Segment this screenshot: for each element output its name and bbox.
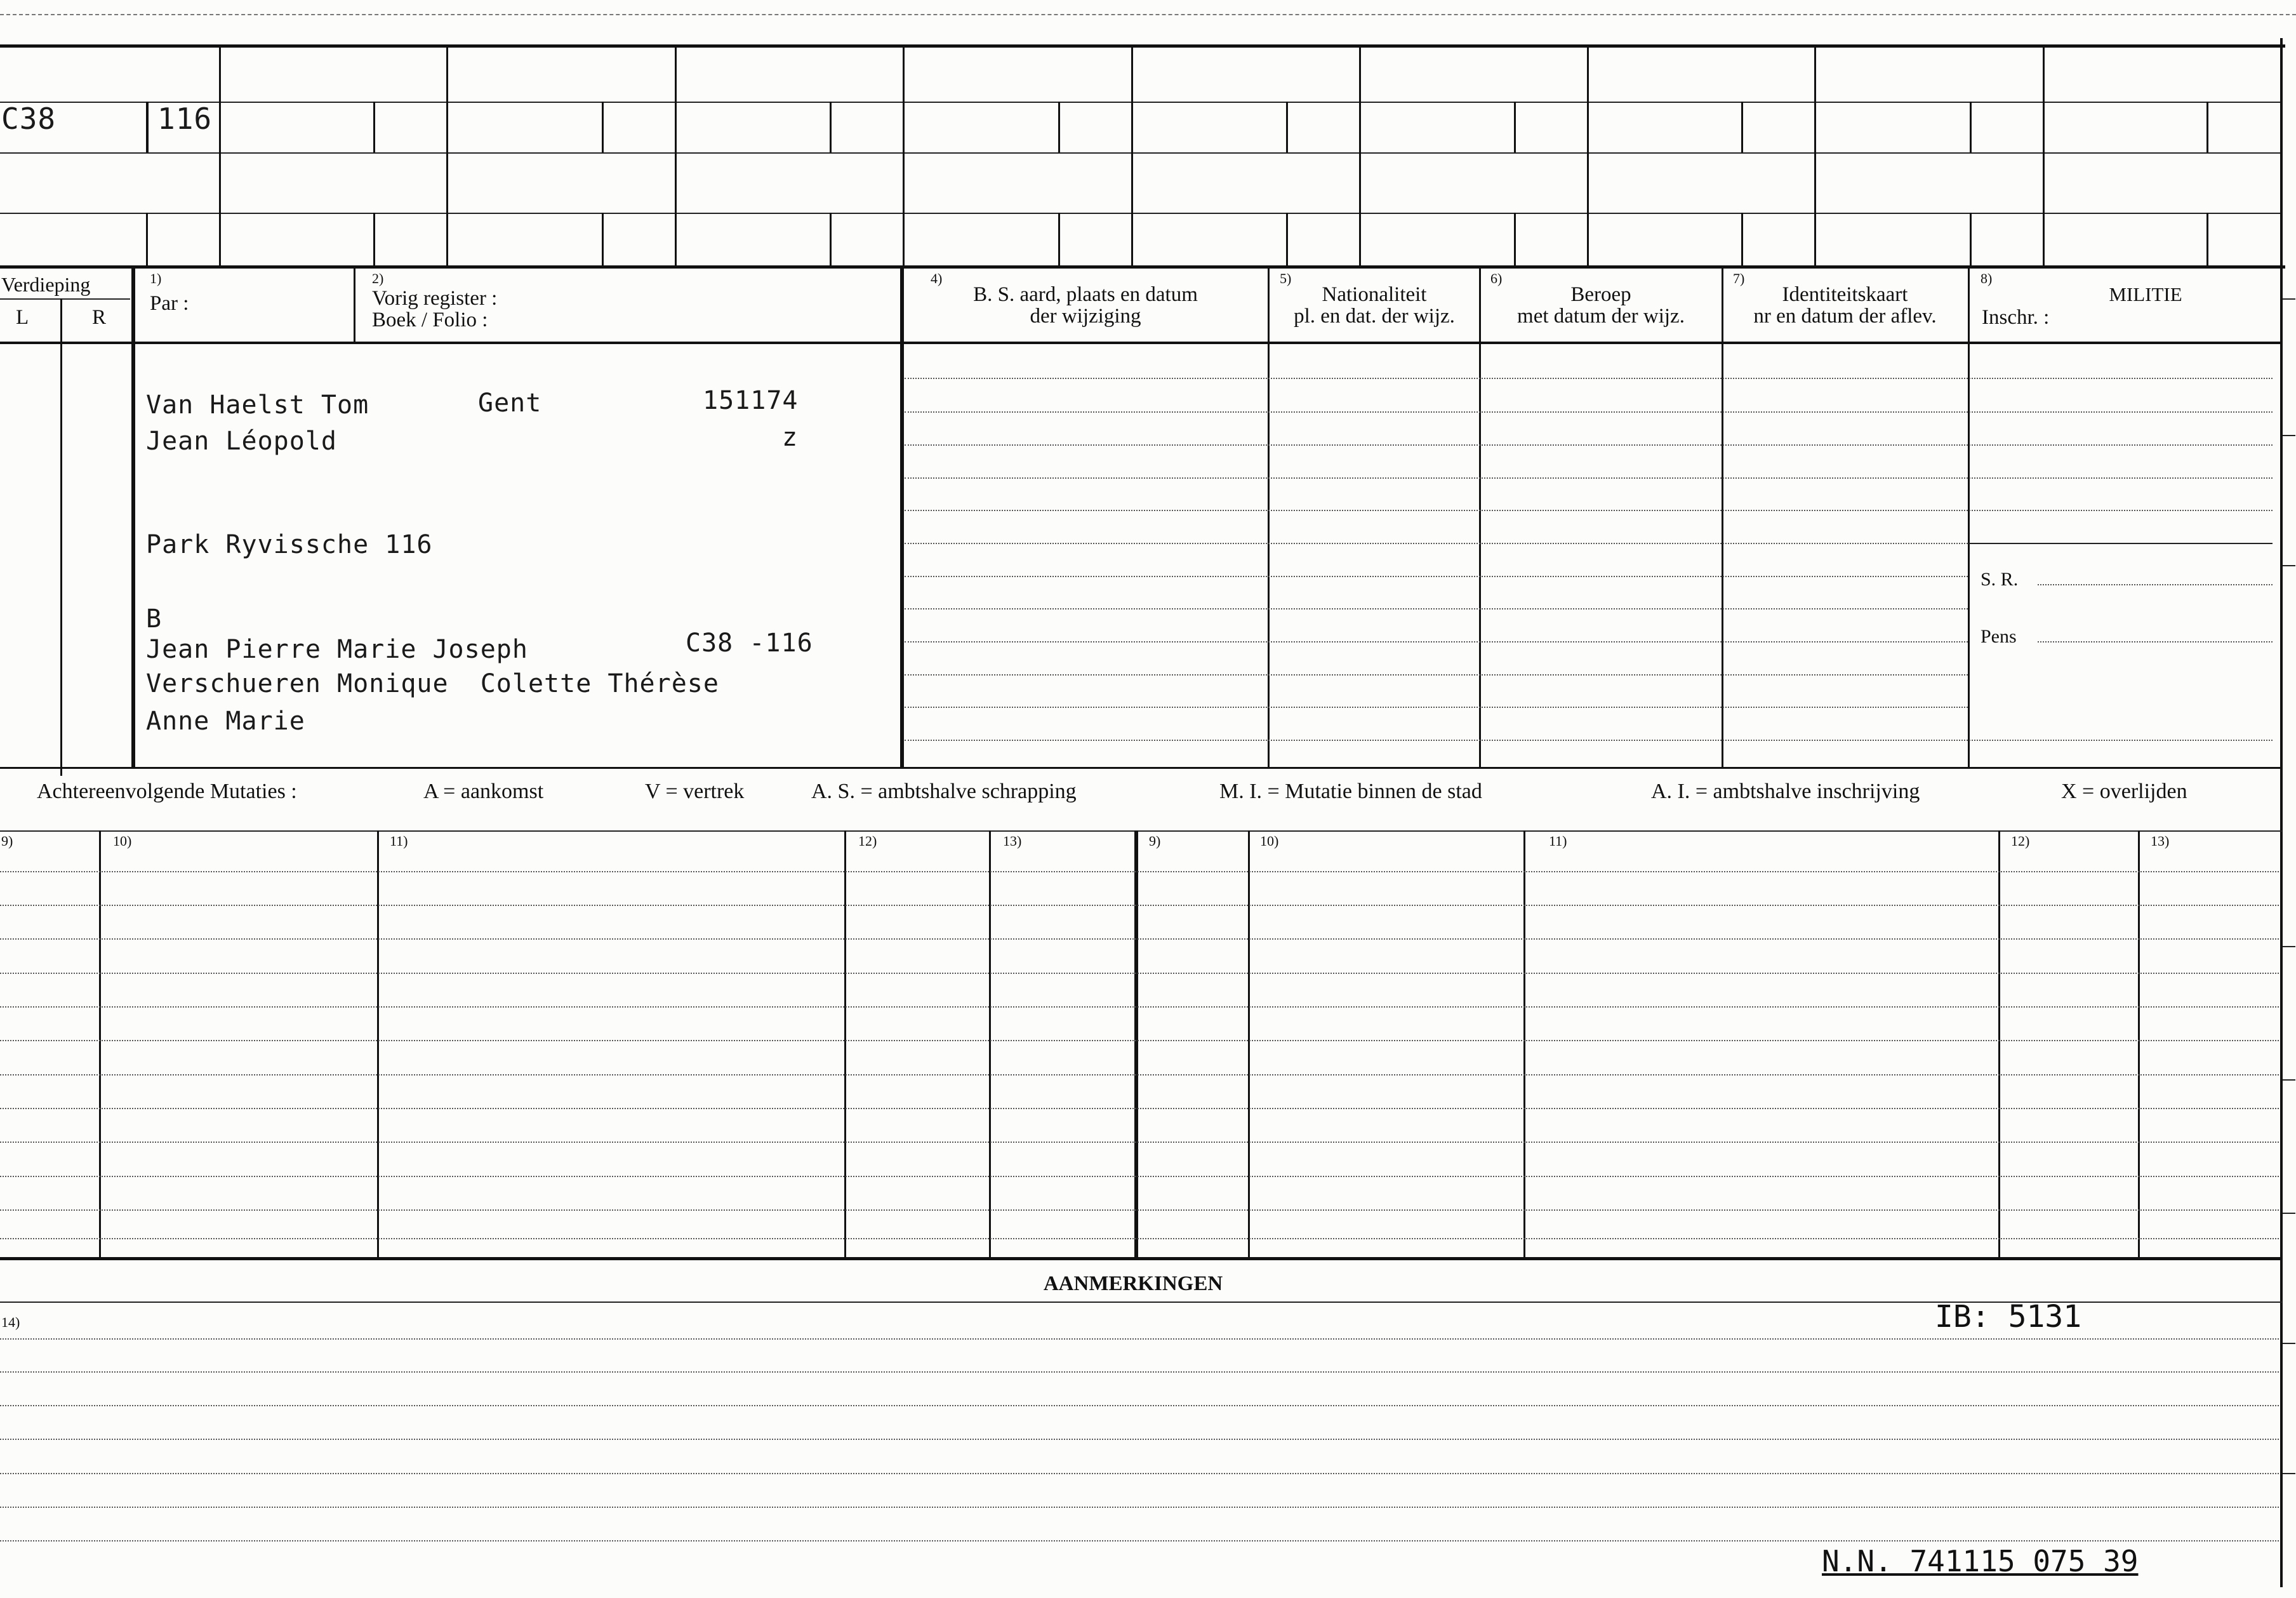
margin-tick [2283, 435, 2295, 436]
legend-aankomst: A = aankomst [423, 780, 544, 803]
margin-tick [2283, 1343, 2295, 1344]
ib-code: IB: 5131 [1935, 1299, 2082, 1335]
page-code: 116 [157, 102, 213, 136]
writing-line [905, 608, 1968, 609]
mut-divider [989, 830, 991, 1257]
writing-line [0, 1209, 2279, 1211]
col8-number: 8) [1981, 270, 1993, 286]
grid-tick [1970, 102, 1972, 152]
verdieping-label: Verdieping [1, 273, 91, 296]
grid-tick [1058, 102, 1060, 152]
militie-sr-label: S. R. [1981, 569, 2019, 590]
col5-divider [1268, 267, 1270, 768]
writing-line [0, 1176, 2279, 1177]
writing-line [0, 1142, 2279, 1143]
grid-top-border [0, 44, 2285, 48]
remarks-title: AANMERKINGEN [1043, 1272, 1223, 1295]
code-b: B [146, 604, 163, 634]
writing-line [0, 1040, 2279, 1041]
grid-tick [373, 102, 375, 152]
mut-divider [844, 830, 846, 1257]
col4-divider [900, 267, 904, 768]
militie-split [1968, 543, 2273, 544]
mut-left-col10: 10) [113, 833, 132, 849]
writing-line [0, 1473, 2279, 1474]
grid-tick [830, 102, 832, 152]
grid-divider [675, 44, 677, 267]
main-table-bottom [0, 767, 2282, 769]
sr-line [2038, 584, 2273, 585]
col4-label-line1: B. S. aard, plaats en datum [973, 283, 1198, 306]
grid-tick [373, 213, 375, 267]
birth-date: 151174 [703, 386, 799, 415]
writing-line [905, 707, 1968, 708]
writing-line [0, 1238, 2279, 1239]
mut-right-col10: 10) [1260, 833, 1279, 849]
writing-line [905, 510, 2273, 511]
col1-divider [131, 267, 135, 768]
militie-label: MILITIE [2109, 283, 2182, 305]
grid-divider [219, 44, 221, 267]
col6-number: 6) [1490, 270, 1503, 286]
writing-line [0, 1507, 2279, 1508]
mut-divider [1998, 830, 2000, 1257]
militie-inschr-label: Inschr. : [1982, 306, 2050, 329]
grid-bottom-border [0, 265, 2285, 269]
grid-tick [1058, 213, 1060, 267]
col2-divider [354, 267, 355, 342]
writing-line [905, 576, 1968, 577]
grid-line [0, 102, 2282, 103]
mut-divider [99, 830, 101, 1257]
grid-tick [1970, 213, 1972, 267]
mut-divider [1523, 830, 1525, 1257]
margin-tick [2283, 1473, 2295, 1474]
grid-divider [1131, 44, 1133, 267]
writing-line [0, 1074, 2279, 1075]
col5-label-line2: pl. en dat. der wijz. [1294, 305, 1455, 328]
col2-number: 2) [372, 270, 384, 286]
col7-divider [1722, 267, 1723, 768]
birth-place: Gent [478, 389, 542, 418]
col1-number: 1) [150, 270, 162, 286]
grid-line [0, 152, 2282, 154]
col-l-label: L [16, 306, 29, 329]
col7-label-line2: nr en datum der aflev. [1753, 305, 1937, 328]
col8-divider [1968, 267, 1970, 768]
grid-divider [446, 44, 448, 267]
legend-title: Achtereenvolgende Mutaties : [37, 780, 297, 803]
grid-divider [1814, 44, 1816, 267]
writing-line [0, 905, 2279, 906]
grid-tick [146, 213, 148, 267]
legend-mutatie: M. I. = Mutatie binnen de stad [1219, 780, 1482, 803]
grid-divider [1359, 44, 1361, 267]
grid-tick [1286, 102, 1288, 152]
grid-tick [1514, 102, 1516, 152]
grid-tick [602, 213, 604, 267]
grid-tick [2206, 213, 2208, 267]
mother-names: Verschueren Monique Colette Thérèse [146, 669, 719, 698]
writing-line [0, 1540, 2279, 1541]
mut-right-col9: 9) [1149, 833, 1161, 849]
person-name: Van Haelst Tom [146, 390, 369, 420]
grid-tick [1741, 102, 1743, 152]
col1-label: Par : [150, 292, 189, 315]
father-names: Jean Pierre Marie Joseph [146, 635, 528, 664]
lr-divider [60, 298, 62, 776]
writing-line [0, 1439, 2279, 1440]
writing-line [905, 378, 2273, 379]
pens-line [2038, 641, 2273, 643]
col6-label-line1: Beroep [1570, 283, 1631, 306]
mut-divider [2138, 830, 2140, 1257]
writing-line [0, 938, 2279, 940]
legend-inschrijving: A. I. = ambtshalve inschrijving [1651, 780, 1920, 803]
writing-line [0, 1006, 2279, 1008]
writing-line [905, 674, 1968, 676]
mut-right-col12: 12) [2011, 833, 2030, 849]
col7-number: 7) [1733, 270, 1745, 286]
writing-line [905, 740, 2273, 741]
mother-names-cont: Anne Marie [146, 707, 305, 736]
col5-number: 5) [1280, 270, 1292, 286]
grid-tick [2206, 102, 2208, 152]
margin-tick [2283, 1213, 2295, 1214]
mut-left-col11: 11) [390, 833, 408, 849]
legend-overlijden: X = overlijden [2061, 780, 2187, 803]
address: Park Ryvissche 116 [146, 530, 433, 559]
grid-tick [830, 213, 832, 267]
mut-center-divider [1134, 830, 1138, 1257]
writing-line [905, 543, 1968, 544]
mut-right-col13: 13) [2151, 833, 2170, 849]
col4-number: 4) [931, 270, 943, 286]
grid-tick [1514, 213, 1516, 267]
col5-label-line1: Nationaliteit [1322, 283, 1427, 306]
grid-divider [1587, 44, 1589, 267]
col4-label-line2: der wijziging [1030, 305, 1141, 328]
writing-line [905, 641, 1968, 643]
writing-line [0, 1338, 2279, 1340]
col-r-label: R [92, 306, 107, 329]
mut-right-col11: 11) [1549, 833, 1567, 849]
grid-tick [1286, 213, 1288, 267]
col6-label-line2: met datum der wijz. [1517, 305, 1685, 328]
header-bottom-line [0, 342, 2282, 344]
remarks-number: 14) [1, 1314, 20, 1330]
mutations-top [0, 830, 2282, 832]
writing-line [0, 871, 2279, 872]
writing-line [0, 1371, 2279, 1373]
mut-divider [1248, 830, 1250, 1257]
mut-left-col9: 9) [1, 833, 13, 849]
legend-schrapping: A. S. = ambtshalve schrapping [811, 780, 1077, 803]
code-separator [146, 102, 149, 152]
reference-code: C38 -116 [686, 629, 813, 658]
torn-top-edge [0, 14, 2296, 15]
col6-divider [1479, 267, 1481, 768]
given-names: Jean Léopold [146, 427, 337, 456]
col7-label-line1: Identiteitskaart [1782, 283, 1908, 306]
national-number: N.N. 741115 075 39 [1822, 1544, 2139, 1578]
writing-line [0, 1108, 2279, 1109]
writing-line [0, 1405, 2279, 1406]
margin-tick [2283, 1079, 2295, 1081]
col2-label-line2: Boek / Folio : [372, 309, 488, 331]
margin-tick [2283, 298, 2295, 300]
col2-label-line1: Vorig register : [372, 287, 498, 310]
grid-divider [2043, 44, 2045, 267]
writing-line [905, 411, 2273, 413]
writing-line [905, 444, 2273, 446]
mut-left-col13: 13) [1003, 833, 1022, 849]
writing-line [0, 973, 2279, 974]
mut-divider [377, 830, 379, 1257]
grid-line [0, 213, 2282, 214]
grid-tick [1741, 213, 1743, 267]
sector-code: C38 [1, 102, 56, 136]
grid-divider [903, 44, 905, 267]
writing-line [905, 477, 2273, 479]
margin-tick [2283, 565, 2295, 566]
sex-code: z [782, 423, 799, 452]
card-right-edge [2280, 38, 2283, 1587]
mut-left-col12: 12) [858, 833, 877, 849]
margin-tick [2283, 946, 2295, 947]
militie-pens-label: Pens [1981, 626, 2017, 647]
verdieping-split [0, 298, 130, 300]
legend-vertrek: V = vertrek [645, 780, 745, 803]
mutations-bottom [0, 1257, 2282, 1260]
grid-tick [602, 102, 604, 152]
